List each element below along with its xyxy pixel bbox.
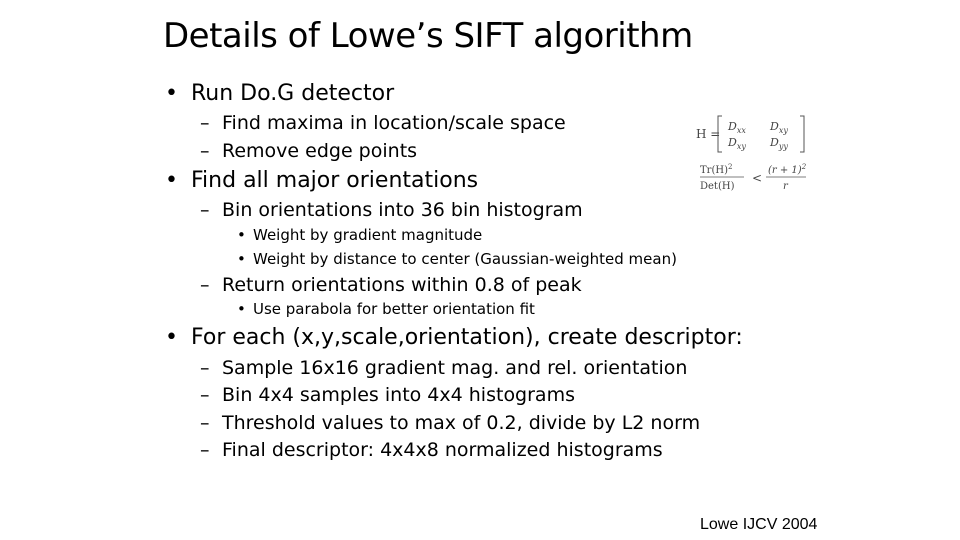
trace-numerator: $Tr(H)^2$ [700,163,733,176]
dash-marker: – [200,140,210,162]
right-bracket [800,116,804,152]
matrix-dyy: $D_{yy}$ [770,136,788,151]
matrix-dxy-bottom: $D_{xy}$ [728,136,746,151]
sub-bullet-text: Threshold values to max of 0.2, divide by L2 norm [222,412,701,434]
sub-bullet-text: Find maxima in location/scale space [222,112,566,134]
bullet-marker: • [237,250,246,268]
dash-marker: – [200,274,210,296]
less-than-sign: < [752,171,763,185]
sub-sub-bullet-text: Use parabola for better orientation fit [253,300,535,318]
bullet-marker: • [165,81,178,106]
dash-marker: – [200,384,210,406]
sub-sub-bullet-text: Weight by gradient magnitude [253,226,483,244]
dash-marker: – [200,199,210,221]
hessian-formula [694,108,814,198]
sub-bullet-text: Remove edge points [222,140,418,162]
bullet-marker: • [165,168,178,193]
sub-sub-bullet-text: Weight by distance to center (Gaussian-weighted mean) [253,250,677,268]
bullet-marker: • [165,325,178,350]
sub-bullet-text: Bin 4x4 samples into 4x4 histograms [222,384,575,406]
dash-marker: – [200,412,210,434]
bullet-text: Run Do.G detector [191,81,395,106]
slide-title: Details of Lowe’s SIFT algorithm [163,16,693,56]
bullet-text: For each (x,y,scale,orientation), create descriptor: [191,325,743,350]
dash-marker: – [200,439,210,461]
hessian-label: H = [696,127,721,141]
sub-bullet-text: Bin orientations into 36 bin histogram [222,199,583,221]
matrix-dxy-top: $D_{xy}$ [770,120,788,135]
matrix-dxx: $D_{xx}$ [728,120,746,135]
dash-marker: – [200,112,210,134]
hessian-formula-svg [694,108,814,198]
bullet-text: Find all major orientations [191,168,479,193]
sub-bullet-text: Final descriptor: 4x4x8 normalized histograms [222,439,663,461]
bullet-marker: • [237,300,246,318]
bullet-marker: • [237,226,246,244]
ratio-denominator: r [783,181,788,192]
sub-bullet-text: Return orientations within 0.8 of peak [222,274,582,296]
citation-credit: Lowe IJCV 2004 [700,516,818,533]
det-denominator: Det(H) [700,181,735,192]
ratio-numerator: $(r + 1)^2$ [768,163,807,176]
dash-marker: – [200,357,210,379]
sub-bullet-text: Sample 16x16 gradient mag. and rel. orientation [222,357,688,379]
